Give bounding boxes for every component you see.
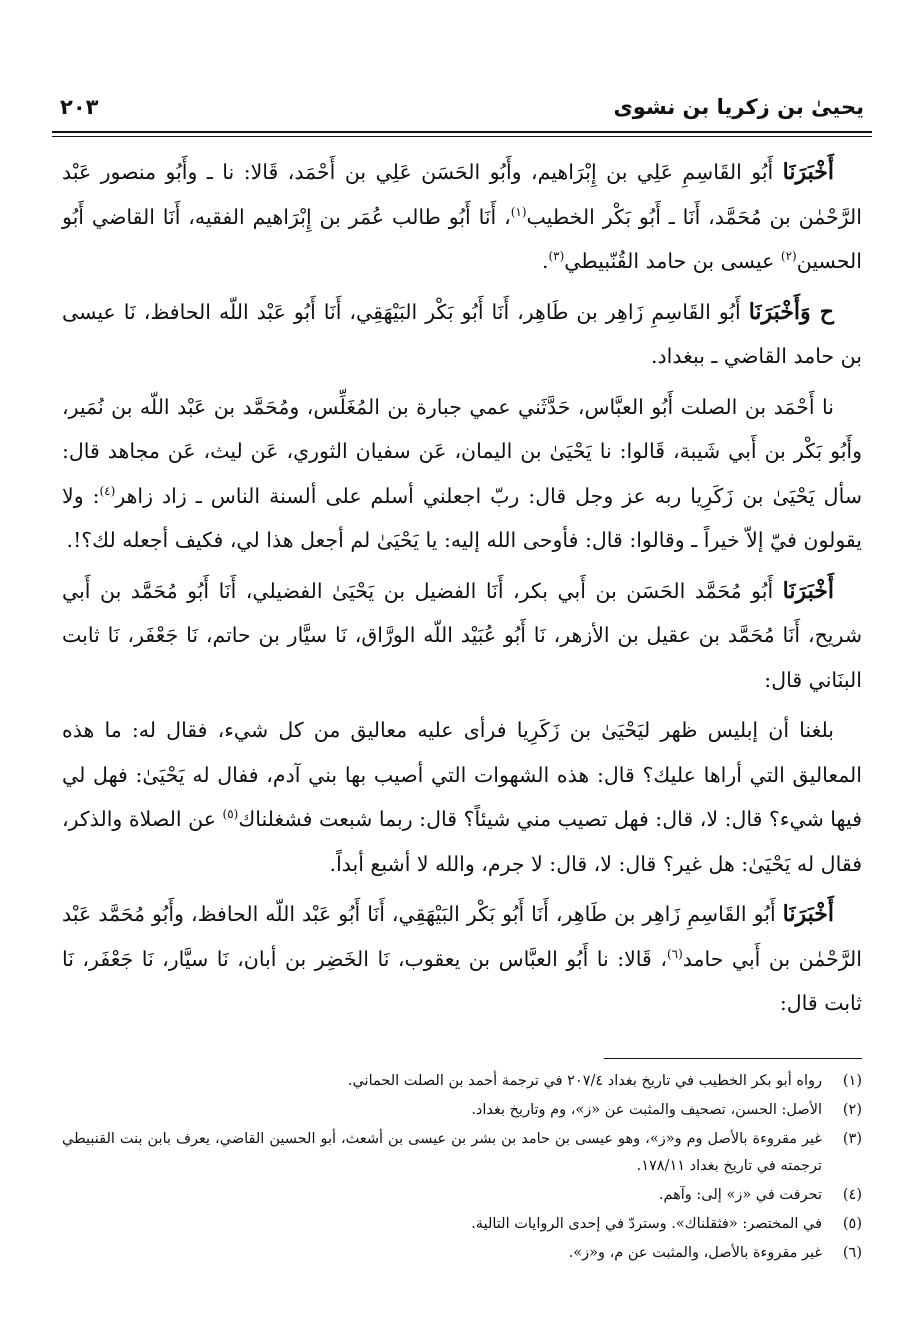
- paragraph-text: عن الصلاة والذكر، فقال له يَحْيَىٰ: هل غير؟ قال: لا، قال: لا جرم، والله لا أشبع أبداً.: [62, 807, 862, 876]
- footnote-text: الأصل: الحسن، تصحيف والمثبت عن «ز»، وم وتاريخ بغداد.: [471, 1102, 822, 1118]
- chain-keyword: أَخْبَرَنَا: [782, 159, 834, 185]
- paragraph-text: عيسى بن حامد القُنّبيطي: [564, 249, 781, 273]
- paragraph-text: .: [541, 249, 549, 273]
- footnote-ref-1: (١): [510, 204, 527, 219]
- paragraph-text: أَبُو القَاسِمِ عَلِي بن إِبْرَاهيم، وأَبُو الحَسَن عَلِي بن أَحْمَد، قَالا: نا ـ وأَبُو منصور عَبْد الرَّحْمٰن بن مُحَمَّد، أَنَا ـ أَبُو بَكْر الخطيب: [62, 160, 862, 229]
- footnote-number: (٤): [842, 1187, 862, 1203]
- paragraph-text: ، قَالا: نا أَبُو العبَّاس بن يعقوب، نَا الخَضِر بن أبان، نَا سيَّار، نَا جَعْفَر، نَا ثابت قال:: [62, 946, 862, 1015]
- paragraph-1: [62, 150, 862, 284]
- footnote-number: (٦): [842, 1245, 862, 1261]
- paragraph-text: نا أَحْمَد بن الصلت أَبُو العبَّاس، حَدَّثَني عمي جبارة بن المُغَلِّس، ومُحَمَّد بن عَبْد اللّه بن نُمَير، وأَبُو بَكْر بن أَبي شَيبة، قَالوا: نا يَحْيَىٰ بن اليمان، عَن سفيان الثوري، عَن ليث، عَن مجاهد قال: سأل يَحْيَىٰ بن زَكَرِيا ربه عز وجل قال: ربّ اجعلني أسلم على ألسنة الناس ـ زاد زاهر: [62, 394, 863, 508]
- footnote-number: (٢): [842, 1102, 862, 1118]
- footnote: [62, 1182, 862, 1209]
- footnote-number: (٥): [842, 1216, 862, 1232]
- footnote-ref-3: (٣): [548, 249, 565, 264]
- paragraph-text: : ولا يقولون فيّ إلاّ خيراً ـ وقالوا: قال: فأوحى الله إليه: يا يَحْيَىٰ لم أجعل هذا لي، فكيف أجعله لك؟!.: [62, 483, 862, 552]
- footnote-number: (١): [842, 1073, 862, 1089]
- footnote: [62, 1097, 862, 1124]
- paragraph-text: بلغنا أن إبليس ظهر ليَحْيَىٰ بن زَكَرِيا فرأى عليه معاليق من كل شيء، فقال له: ما هذه المعاليق التي أراها عليك؟ قال: هذه الشهوات التي أصيب بها بني آدم، ففال له يَحْيَىٰ: فهل لي فيها شيء؟ قال: لا، قال: فهل تصيب مني شيئاً؟ قال: ربما شبعت فشغلناك: [62, 718, 862, 831]
- footnote-text: تحرفت في «ز» إلى: وآهم.: [658, 1187, 822, 1203]
- footnote-number: (٣): [842, 1131, 862, 1147]
- footnote-text: غير مقروءة بالأصل، والمثبت عن م، و«ز».: [568, 1245, 822, 1261]
- paragraph-2: [62, 290, 862, 379]
- chain-keyword: ح وَأَخْبَرَنَا: [748, 298, 834, 325]
- footnote-ref-5: (٥): [222, 807, 239, 822]
- footnote-ref-2: (٢): [780, 249, 797, 264]
- chain-keyword: أَخْبَرَنَا: [782, 577, 834, 604]
- paragraph-5: [62, 708, 862, 886]
- main-text: [62, 150, 862, 1032]
- footnote: [62, 1211, 862, 1238]
- footnote-ref-6: (٦): [666, 946, 683, 961]
- footnote-ref-4: (٤): [99, 483, 116, 498]
- footnote: [62, 1068, 862, 1095]
- paragraph-6: [62, 892, 862, 1026]
- running-head: [60, 84, 864, 130]
- footnotes: [62, 1068, 862, 1269]
- footnote-text: غير مقروءة بالأصل وم و«ز»، وهو عيسى بن حامد بن بشر بن عيسى بن أشعث، أبو الحسين القاضي، يعرف بابن بنت القنبيطي ترجمته في تاريخ بغداد ١٧٨/١١.: [62, 1131, 822, 1174]
- paragraph-text: أَبُو مُحَمَّد الحَسَن بن أَبي بكر، أَنَا الفضيل بن يَحْيَىٰ الفضيلي، أَنَا أَبُو مُحَمَّد بن أَبي شريح، أَنَا مُحَمَّد بن عقيل بن الأزهر، نَا أَبُو عُبَيْد اللّه الورَّاق، نَا سيَّار بن حاتم، نَا جَعْفَر، نَا ثابت البنَاني قال:: [62, 578, 862, 692]
- footnote: [62, 1126, 862, 1180]
- header-rule: [52, 131, 872, 137]
- paragraph-3: [62, 385, 862, 563]
- paragraph-text: أَبُو القَاسِمِ زَاهِر بن طَاهِر، أَنَا أَبُو بَكْر البَيْهَقِي، أَنَا أَبُو عَبْد اللّه الحافظ، وأَبُو مُحَمَّد عَبْد الرَّحْمٰن بن أَبي حامد: [62, 902, 863, 971]
- paragraph-text: ، أَنَا أَبُو طالب عُمَر بن إِبْرَاهيم الفقيه، أَنَا القاضي أَبُو الحسين: [62, 204, 862, 273]
- footnote: [62, 1240, 862, 1267]
- chain-keyword: أَخْبَرَنَا: [782, 901, 834, 927]
- footnote-text: في المختصر: «فثقلناك». وستردّ في إحدى الروايات التالية.: [471, 1216, 822, 1232]
- footnote-separator: [604, 1058, 862, 1059]
- page-number: ٢٠٣: [60, 95, 99, 119]
- paragraph-4: [62, 569, 862, 703]
- footnote-text: رواه أبو بكر الخطيب في تاريخ بغداد ٢٠٧/٤ في ترجمة أحمد بن الصلت الحماني.: [347, 1073, 822, 1089]
- running-title: يحيىٰ بن زكريا بن نشوى: [613, 95, 864, 119]
- paragraph-text: أَبُو القَاسِمِ زَاهِر بن طَاهِر، أَنَا أَبُو بَكْر البَيْهَقِي، أَنَا أَبُو عَبْد اللّه الحافظ، نَا عيسى بن حامد القاضي ـ ببغداد.: [62, 299, 862, 368]
